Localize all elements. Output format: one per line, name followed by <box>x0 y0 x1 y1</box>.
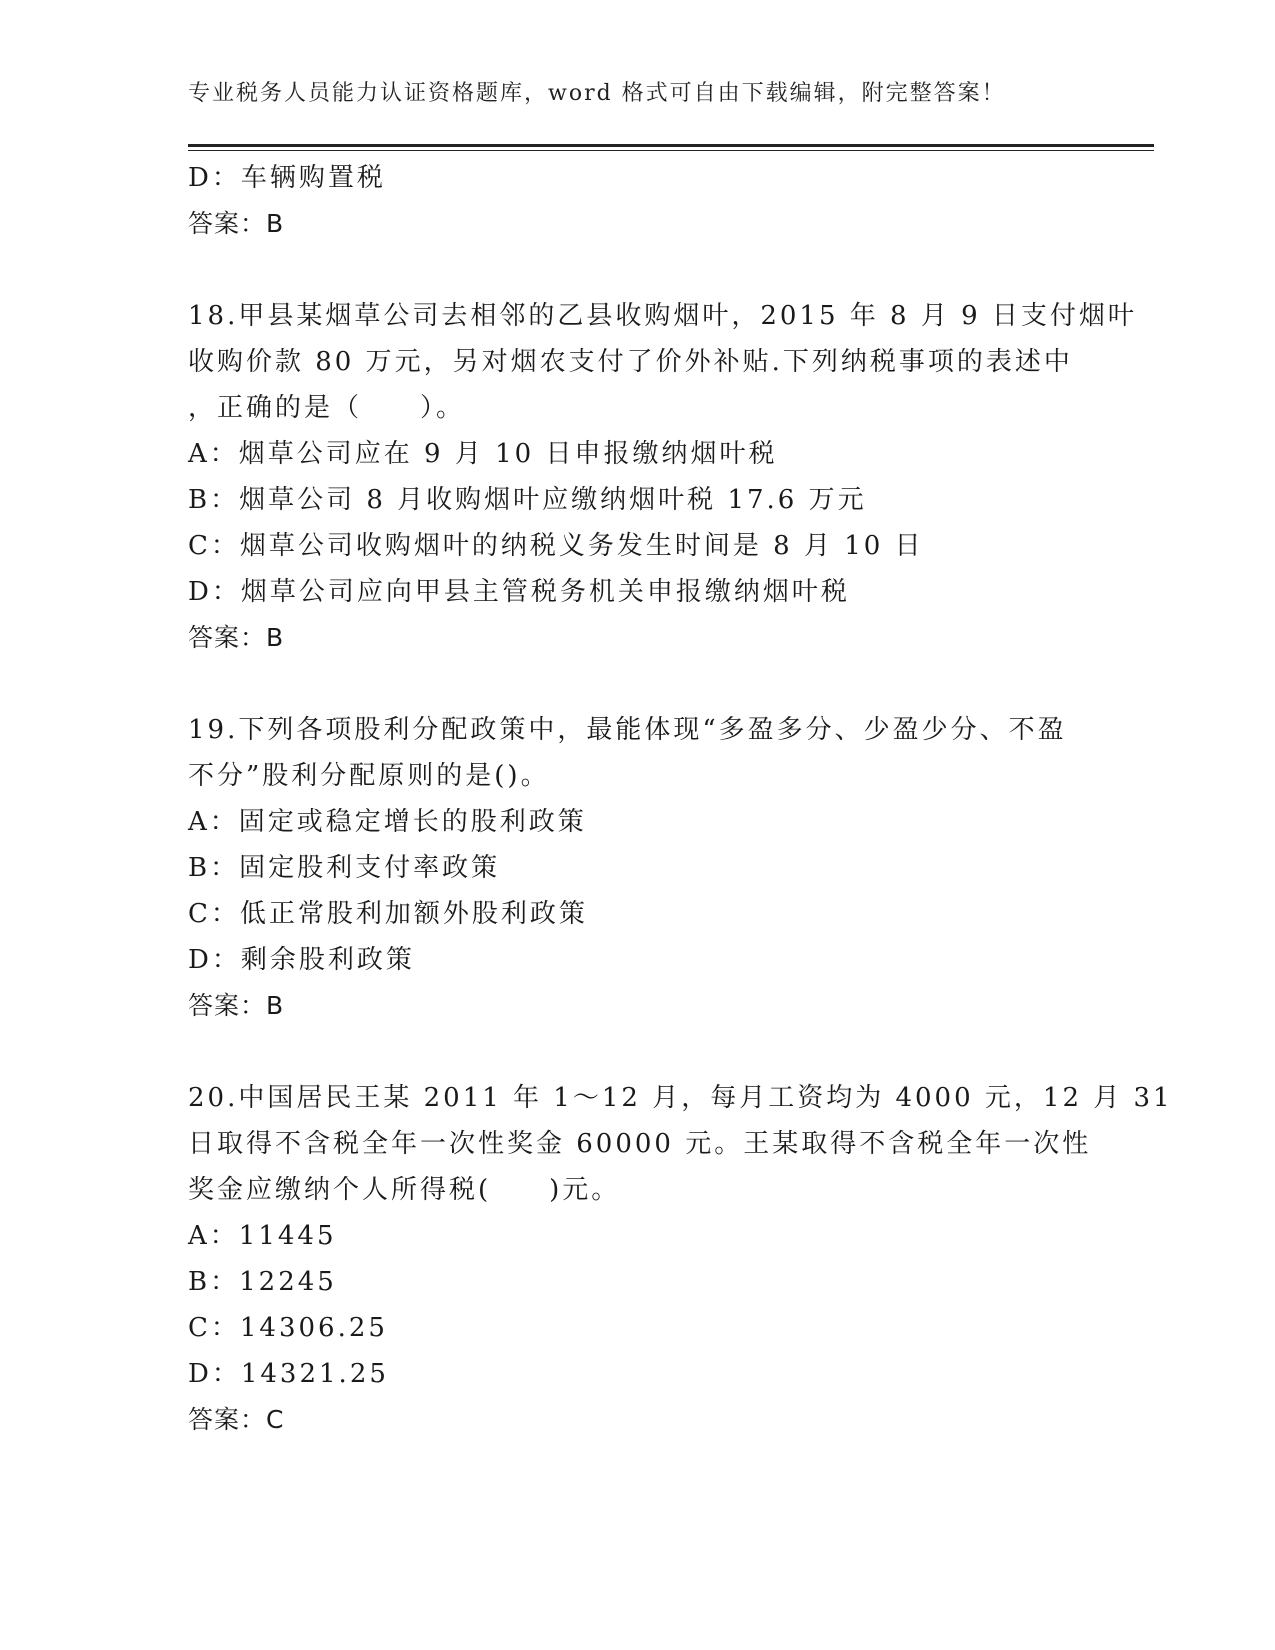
header-rule-thick <box>188 144 1154 147</box>
question-text: 20.中国居民王某 2011 年 1～12 月，每月工资均为 4000 元，12 月 31 <box>188 1083 1173 1113</box>
option-d: D：烟草公司应向甲县主管税务机关申报缴纳烟叶税 <box>188 577 850 607</box>
question-text: ，正确的是（ ）。 <box>188 393 466 423</box>
option-c: C：低正常股利加额外股利政策 <box>188 899 588 929</box>
question-20 <box>188 1075 1173 1443</box>
question-text: 不分”股利分配原则的是()。 <box>188 761 550 791</box>
option-c: C：14306.25 <box>188 1313 388 1343</box>
option-a: A：烟草公司应在 9 月 10 日申报缴纳烟叶税 <box>188 439 778 469</box>
question-text: 收购价款 80 万元，另对烟农支付了价外补贴.下列纳税事项的表述中 <box>188 347 1073 377</box>
option-b: B：12245 <box>188 1267 337 1297</box>
option-d: D：车辆购置税 <box>188 163 386 193</box>
answer: 答案：B <box>188 623 285 652</box>
header-rule-thin <box>188 150 1154 151</box>
answer: 答案：B <box>188 209 285 238</box>
question-text: 19.下列各项股利分配政策中，最能体现“多盈多分、少盈少分、不盈 <box>188 715 1067 745</box>
option-d: D：14321.25 <box>188 1359 389 1389</box>
page-header: 专业税务人员能力认证资格题库，word 格式可自由下载编辑，附完整答案！ <box>188 81 1006 106</box>
option-b: B：固定股利支付率政策 <box>188 853 501 883</box>
option-c: C：烟草公司收购烟叶的纳税义务发生时间是 8 月 10 日 <box>188 531 924 561</box>
option-a: A：固定或稳定增长的股利政策 <box>188 807 587 837</box>
question-19 <box>188 707 1088 1029</box>
question-text: 奖金应缴纳个人所得税( )元。 <box>188 1175 621 1205</box>
document-body <box>188 155 1173 1443</box>
question-text: 日取得不含税全年一次性奖金 60000 元。王某取得不含税全年一次性 <box>188 1129 1092 1159</box>
option-d: D：剩余股利政策 <box>188 945 415 975</box>
question-18 <box>188 293 1137 661</box>
answer: 答案：C <box>188 1405 285 1434</box>
option-a: A：11445 <box>188 1221 337 1251</box>
answer: 答案：B <box>188 991 285 1020</box>
question-text: 18.甲县某烟草公司去相邻的乙县收购烟叶，2015 年 8 月 9 日支付烟叶 <box>188 301 1137 331</box>
option-b: B：烟草公司 8 月收购烟叶应缴纳烟叶税 17.6 万元 <box>188 485 867 515</box>
